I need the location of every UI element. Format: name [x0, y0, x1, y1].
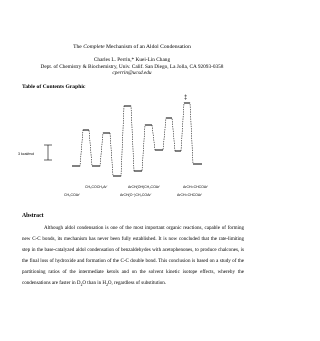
species-label: CH₃COCH₂Ar′ [85, 185, 108, 189]
author-names: Charles L. Perrin,* Kuei-Lin Chang [93, 57, 171, 63]
energy-scale-label: 3 kcal/mol [18, 152, 35, 156]
subscript-2: 2 [80, 283, 83, 288]
energy-profile-diagram [0, 86, 264, 201]
title-suffix: Mechanism of an Aldol Condensation [104, 44, 191, 50]
species-label: ArCH(OH)CH₂COAr′ [128, 185, 160, 189]
energy-profile-curve [72, 103, 202, 176]
species-label: ArCH=CHCOAr′ [183, 185, 209, 189]
abstract-body [22, 223, 244, 290]
abstract-text: Although aldol condensation is one of the most important organic reactions, capable of forming new C-C bonds, its mechanism has never been fully established. It is now concluded that the rate-limiting step in the base-catalyzed aldol condensation of benzaldehydes with acetophenones, to produce chalcones, is the final loss of hydroxide and formation of the C-C double bond. This conclusion is based on a study of the partitioning ratios of the intermediate ketols and on the solvent kinetic isotope effects, whereby the condensations are faster in D [22, 225, 244, 287]
transition-state-marker: ‡ [184, 95, 188, 101]
subscript-2: 2 [106, 283, 108, 288]
species-label: ArCH=CHCOAr′ [177, 193, 203, 197]
abstract-text-h2o: O than in H [82, 280, 107, 287]
species-label: CH₃COAr′ [64, 193, 80, 197]
energy-levels [72, 103, 202, 176]
email-address: cperrin@ucsd.edu [112, 70, 152, 77]
abstract-heading: Abstract [22, 213, 44, 219]
abstract-text-end: O, regardless of substitution. [107, 280, 167, 287]
toc-heading: Table of Contents Graphic [22, 84, 86, 90]
species-label: ArCH(O⁻)CH₂COAr′ [120, 193, 152, 197]
author-block [0, 57, 264, 77]
affiliation: Dept. of Chemistry & Biochemistry, Univ. Calif. San Diego, La Jolla, CA 92093-0358 [40, 63, 224, 70]
title-emphasis: Complete [83, 44, 105, 50]
paper-title [0, 44, 264, 51]
title-prefix: The [73, 44, 84, 50]
